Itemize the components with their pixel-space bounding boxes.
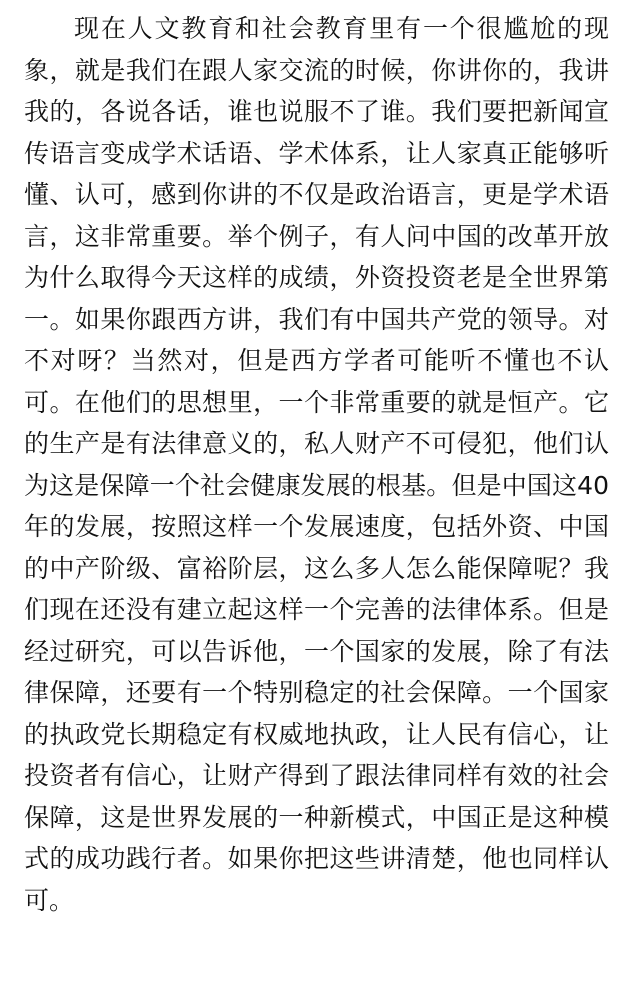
article-paragraph: 现在人文教育和社会教育里有一个很尴尬的现象，就是我们在跟人家交流的时候，你讲你的，我讲我的，各说各话，谁也说服不了谁。我们要把新闻宣传语言变成学术话语、学术体系，让人家真正能够听懂、认可，感到你讲的不仅是政治语言，更是学术语言，这非常重要。举个例子，有人问中国的改革开放为什么取得今天这样的成绩，外资投资老是全世界第一。如果你跟西方讲，我们有中国共产党的领导。对不对呀？当然对，但是西方学者可能听不懂也不认可。在他们的思想里，一个非常重要的就是恒产。它的生产是有法律意义的，私人财产不可侵犯，他们认为这是保障一个社会健康发展的根基。但是中国这40年的发展，按照这样一个发展速度，包括外资、中国的中产阶级、富裕阶层，这么多人怎么能保障呢？我们现在还没有建立起这样一个完善的法律体系。但是经过研究，可以告诉他，一个国家的发展，除了有法律保障，还要有一个特别稳定的社会保障。一个国家的执政党长期稳定有权威地执政，让人民有信心，让投资者有信心，让财产得到了跟法律同样有效的社会保障，这是世界发展的一种新模式，中国正是这种模式的成功践行者。如果你把这些讲清楚，他也同样认可。 [24, 14, 609, 915]
